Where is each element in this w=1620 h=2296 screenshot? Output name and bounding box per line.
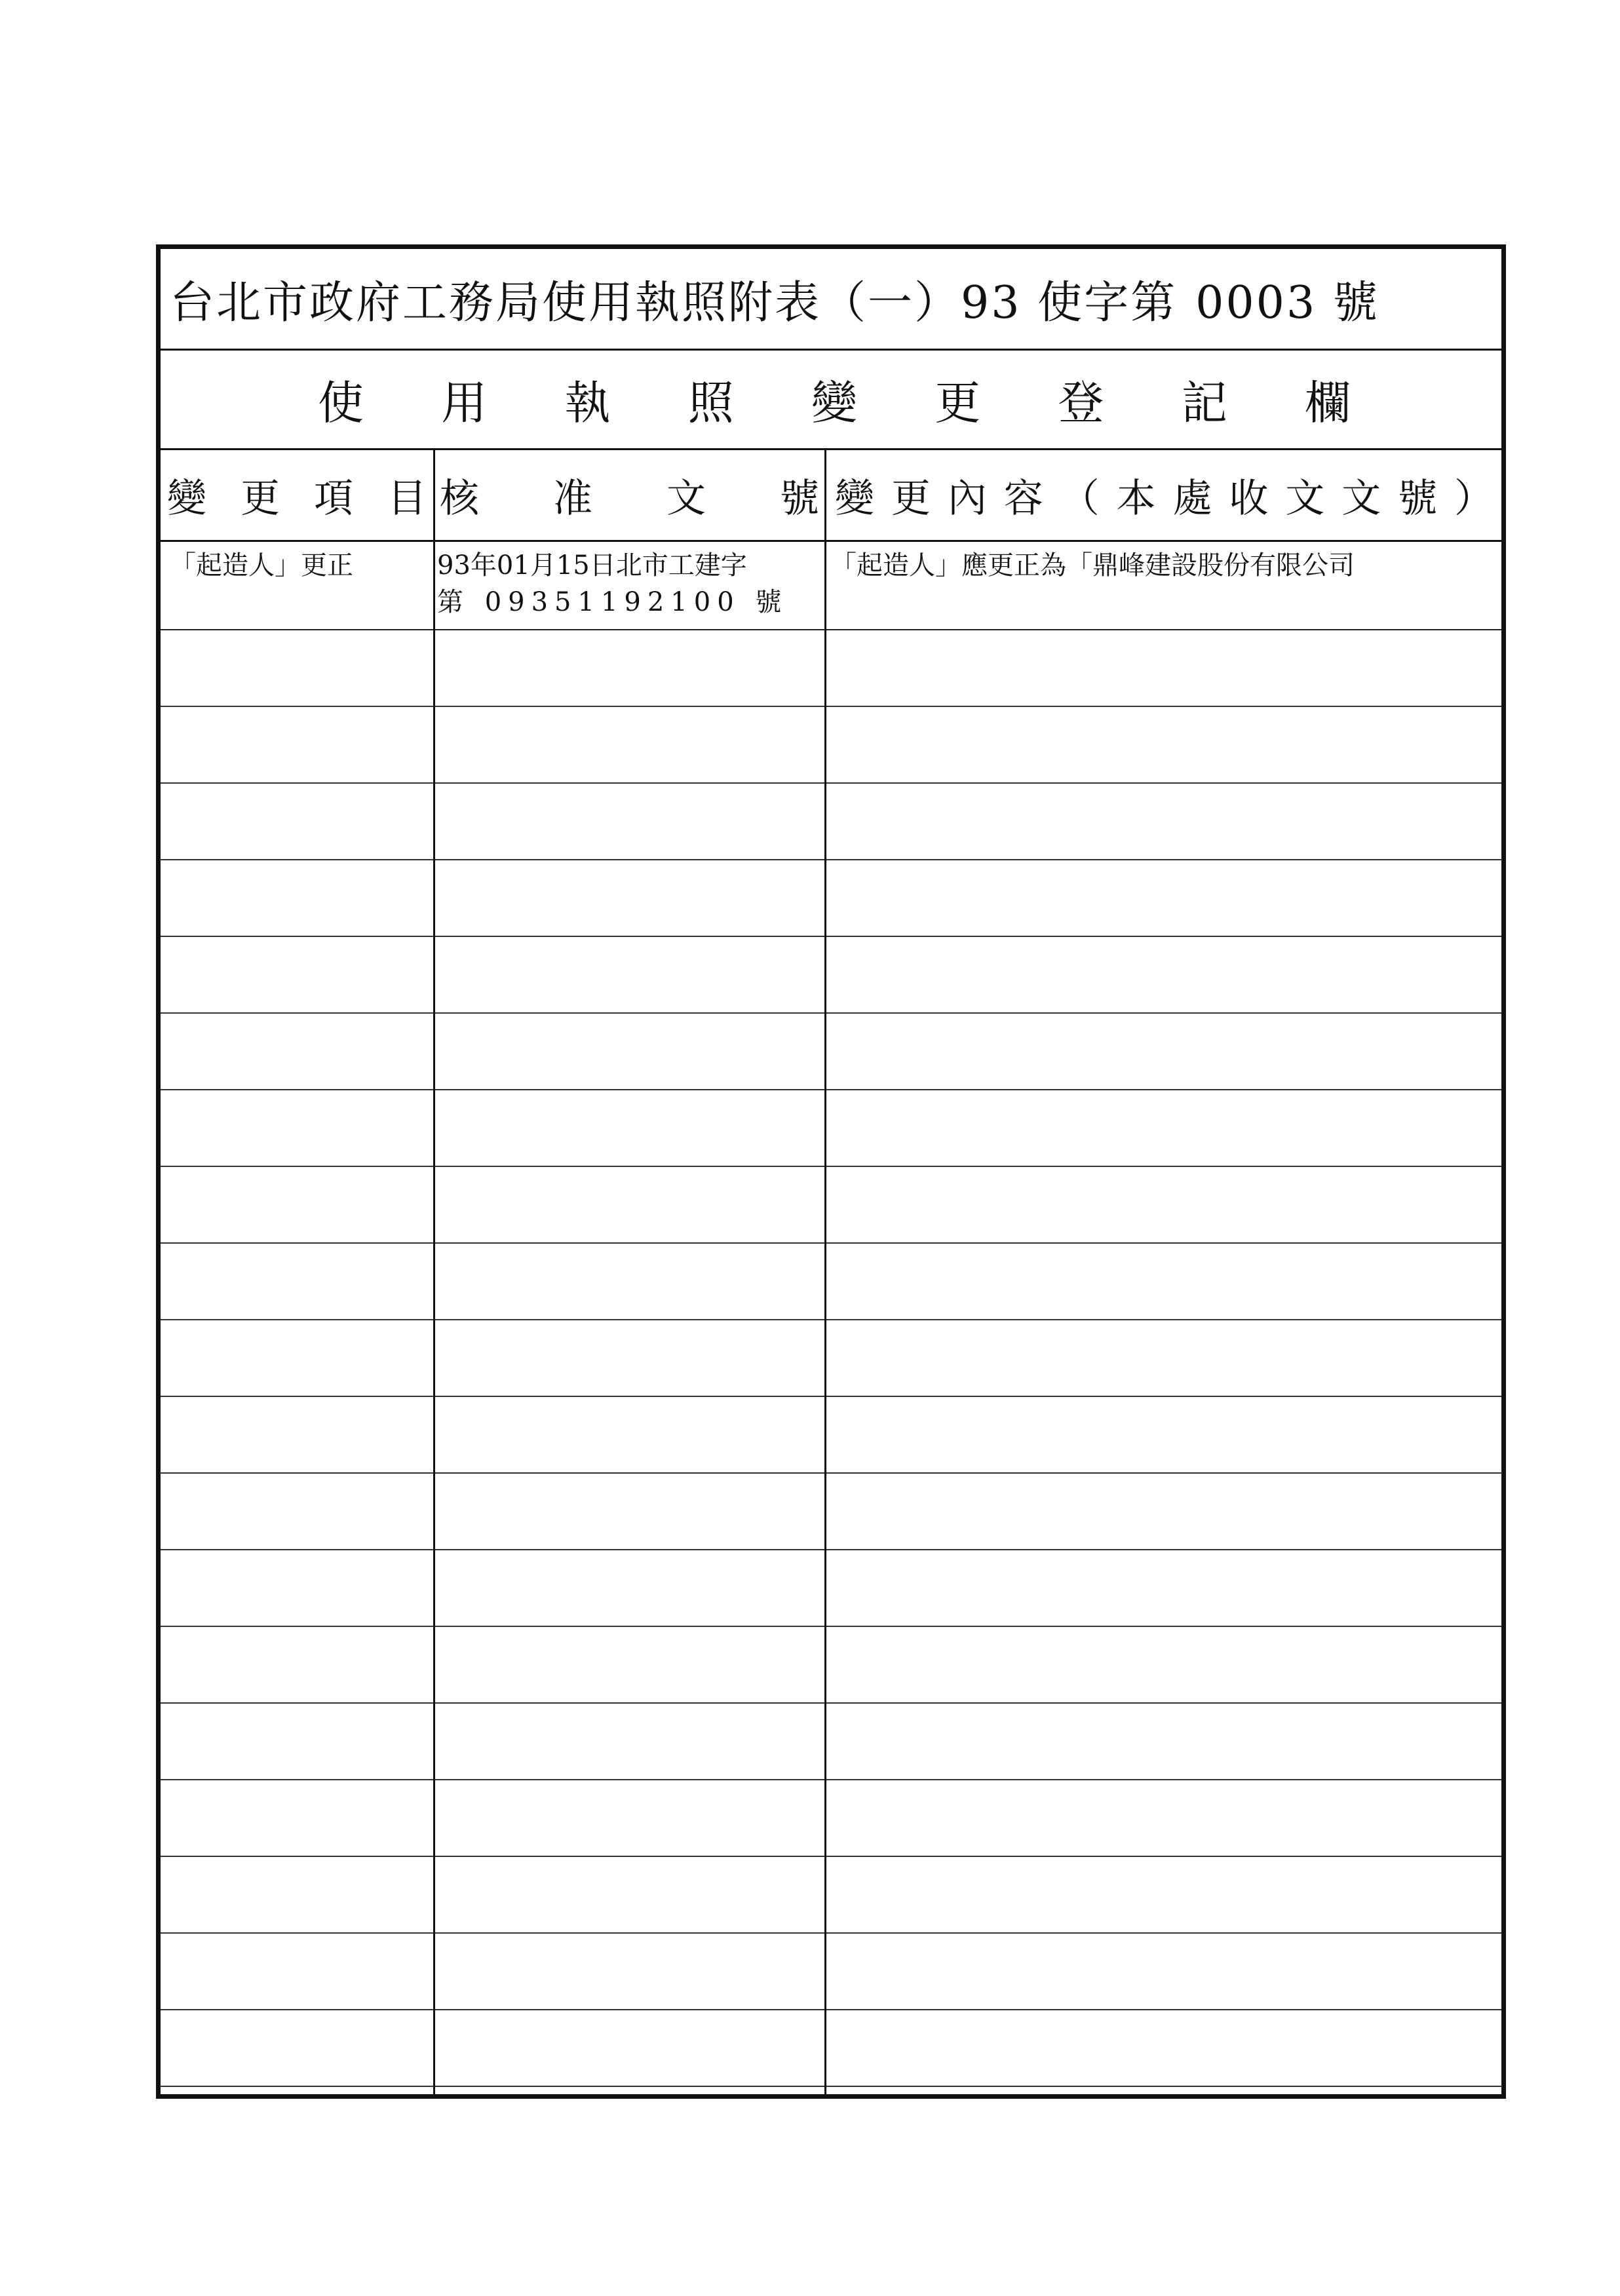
table-row	[161, 1320, 1501, 1397]
form-title-row	[161, 249, 1501, 351]
header-char: 本	[1116, 475, 1156, 522]
table-row	[161, 630, 1501, 707]
header-char: 變	[167, 475, 206, 522]
subtitle-char: 照	[687, 376, 734, 430]
table-row	[161, 784, 1501, 860]
header-char: 文	[1341, 475, 1381, 522]
subtitle-char: 變	[811, 376, 857, 430]
approval-line: 第 09351192100 號	[437, 587, 788, 617]
column-header-row	[161, 450, 1501, 542]
header-char: 收	[1229, 475, 1269, 522]
header-char: 更	[891, 475, 931, 522]
table-row	[161, 1857, 1501, 1934]
subtitle-char: 執	[564, 376, 611, 430]
header-char: 處	[1172, 475, 1212, 522]
table-row	[161, 860, 1501, 937]
form-title: 台北市政府工務局使用執照附表（一）93 使字第	[170, 277, 1178, 329]
form-subtitle	[161, 351, 1501, 450]
table-row	[161, 1704, 1501, 1780]
table-row	[161, 1474, 1501, 1550]
subtitle-char: 使	[318, 376, 364, 430]
header-change-item	[163, 450, 432, 540]
empty-rows	[161, 630, 1501, 2094]
table-row	[161, 1627, 1501, 1704]
header-approval-number	[436, 450, 824, 540]
header-char: 內	[947, 475, 987, 522]
table-row	[161, 542, 1501, 630]
table-row	[161, 2087, 1501, 2164]
subtitle-char: 欄	[1305, 376, 1351, 430]
header-char: 文	[666, 475, 706, 522]
change-registration-form	[156, 244, 1506, 2099]
table-row	[161, 2010, 1501, 2087]
subtitle-char: 更	[935, 376, 981, 430]
table-row	[161, 1167, 1501, 1244]
header-change-content	[828, 450, 1501, 540]
header-char: 容	[1003, 475, 1043, 522]
table-row	[161, 937, 1501, 1014]
subtitle-char: 登	[1058, 376, 1104, 430]
table-row	[161, 707, 1501, 784]
approval-line: 93年01月15日北市工建字	[437, 550, 747, 581]
header-char: 更	[241, 475, 280, 522]
table-row	[161, 1780, 1501, 1857]
header-char: 變	[835, 475, 874, 522]
header-char: ）	[1454, 475, 1494, 522]
table-row	[161, 1934, 1501, 2010]
header-char: 核	[440, 475, 479, 522]
table-row	[161, 1090, 1501, 1167]
header-char: 准	[553, 475, 592, 522]
subtitle-char: 用	[441, 376, 488, 430]
entry-approval-number	[437, 547, 822, 621]
entry-change-item: 「起造人」更正	[170, 550, 353, 581]
entry-change-content: 「起造人」應更正為「鼎峰建設股份有限公司	[830, 550, 1355, 581]
subtitle-char: 記	[1181, 376, 1227, 430]
header-char: 目	[387, 475, 427, 522]
column-divider	[433, 450, 435, 2094]
table-row	[161, 1550, 1501, 1627]
table-row	[161, 1397, 1501, 1474]
header-char: （	[1060, 475, 1100, 522]
header-char: 號	[780, 475, 819, 522]
table-row	[161, 1244, 1501, 1320]
header-char: 項	[314, 475, 353, 522]
table-row	[161, 1014, 1501, 1090]
header-char: 文	[1285, 475, 1325, 522]
column-divider	[824, 450, 826, 2094]
header-char: 號	[1398, 475, 1438, 522]
permit-number: 0003 號	[1195, 277, 1379, 329]
